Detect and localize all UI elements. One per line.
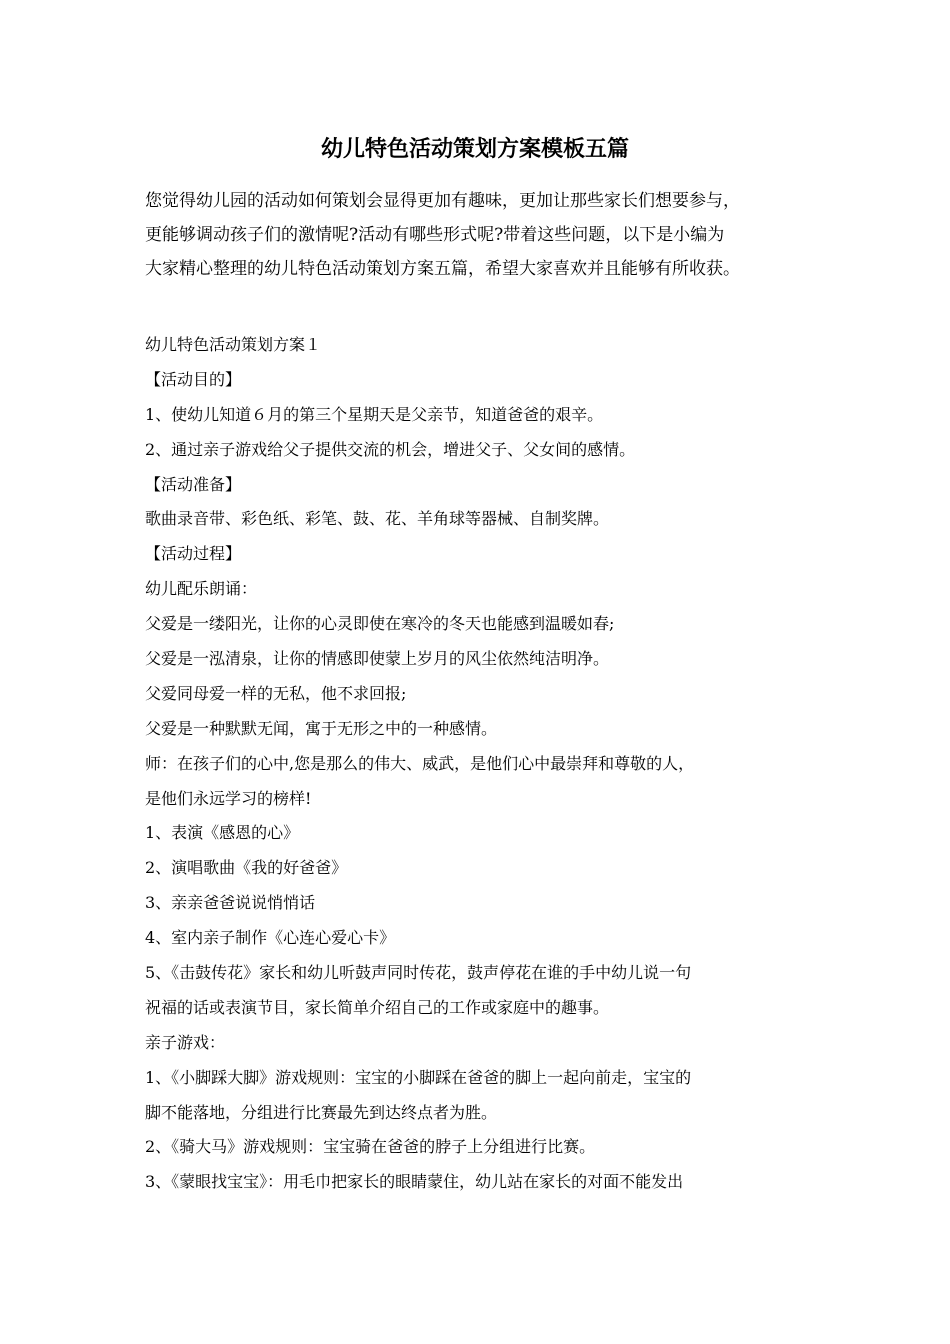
text-line: 脚不能落地，分组进行比赛最先到达终点者为胜。 xyxy=(145,1102,498,1122)
intro-paragraph xyxy=(145,184,815,286)
text-line: 5、《击鼓传花》家长和幼儿听鼓声同时传花，鼓声停花在谁的手中幼儿说一句 xyxy=(145,963,692,983)
text-line: 亲子游戏： xyxy=(145,1032,226,1052)
text-line: 歌曲录音带、彩色纸、彩笔、鼓、花、羊角球等器械、自制奖牌。 xyxy=(145,509,610,529)
text-line: 2、演唱歌曲《我的好爸爸》 xyxy=(145,858,348,878)
subsection-heading: 【活动目的】 xyxy=(145,369,242,389)
intro-line: 更能够调动孩子们的激情呢?活动有哪些形式呢?带着这些问题，以下是小编为 xyxy=(145,225,725,245)
text-line: 幼儿配乐朗诵： xyxy=(145,579,258,599)
document-title: 幼儿特色活动策划方案模板五篇 xyxy=(320,136,629,162)
subsection-heading: 【活动过程】 xyxy=(145,544,242,564)
intro-line: 您觉得幼儿园的活动如何策划会显得更加有趣味，更加让那些家长们想要参与， xyxy=(145,191,740,211)
text-line: 4、室内亲子制作《心连心爱心卡》 xyxy=(145,928,396,948)
text-line: 父爱是一泓清泉，让你的情感即使蒙上岁月的风尘依然纯洁明净。 xyxy=(145,649,610,669)
text-line: 父爱同母爱一样的无私，他不求回报; xyxy=(145,683,407,703)
text-line: 3、亲亲爸爸说说悄悄话 xyxy=(145,893,316,913)
text-line: 1、表演《感恩的心》 xyxy=(145,823,300,843)
text-line: 是他们永远学习的榜样! xyxy=(145,788,312,808)
text-line: 师：在孩子们的心中,您是那么的伟大、威武，是他们心中最崇拜和尊敬的人， xyxy=(145,753,695,773)
document-body xyxy=(145,328,815,1200)
text-line: 父爱是一种默默无闻，寓于无形之中的一种感情。 xyxy=(145,718,498,738)
text-line: 2、通过亲子游戏给父子提供交流的机会，增进父子、父女间的感情。 xyxy=(145,439,636,459)
text-line: 1、《小脚踩大脚》游戏规则：宝宝的小脚踩在爸爸的脚上一起向前走，宝宝的 xyxy=(145,1067,692,1087)
text-line: 3、《蒙眼找宝宝》：用毛巾把家长的眼睛蒙住，幼儿站在家长的对面不能发出 xyxy=(145,1172,684,1192)
text-line: 祝福的话或表演节目，家长简单介绍自己的工作或家庭中的趣事。 xyxy=(145,997,610,1017)
subsection-heading: 【活动准备】 xyxy=(145,474,242,494)
intro-line: 大家精心整理的幼儿特色活动策划方案五篇，希望大家喜欢并且能够有所收获。 xyxy=(145,259,740,279)
text-line: 1、使幼儿知道６月的第三个星期天是父亲节，知道爸爸的艰辛。 xyxy=(145,404,604,424)
section-heading: 幼儿特色活动策划方案１ xyxy=(145,335,322,354)
text-line: 2、《骑大马》游戏规则：宝宝骑在爸爸的脖子上分组进行比赛。 xyxy=(145,1137,596,1157)
text-line: 父爱是一缕阳光，让你的心灵即使在寒冷的冬天也能感到温暖如春; xyxy=(145,614,615,634)
